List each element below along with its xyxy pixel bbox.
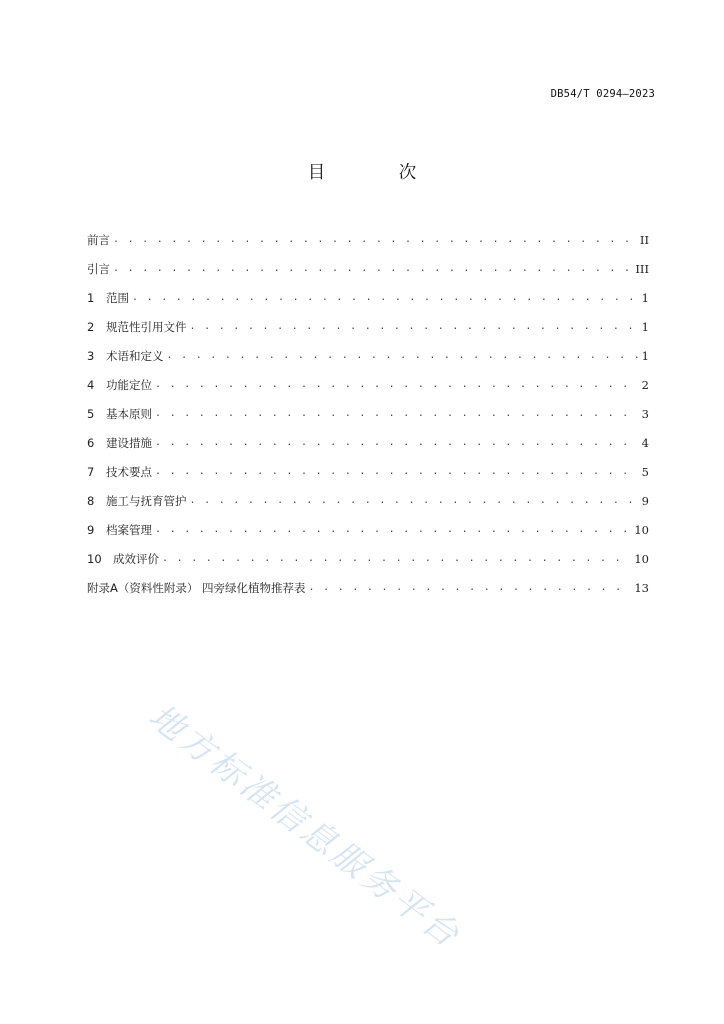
- toc-entry-page: III: [635, 262, 649, 276]
- toc-entry-foreword[interactable]: [87, 221, 649, 250]
- toc-entry-label: 10 成效评价: [87, 549, 159, 569]
- toc-entry-10[interactable]: [87, 540, 649, 569]
- toc-entry-page: 5: [641, 465, 649, 479]
- toc-entry-label: 7 技术要点: [87, 462, 152, 482]
- document-code: DB54/T 0294—2023: [550, 88, 655, 100]
- leader-dots: [155, 520, 631, 540]
- leader-dots: [155, 433, 639, 453]
- toc-entry-page: 4: [641, 436, 649, 450]
- table-of-contents: [87, 221, 649, 598]
- toc-entry-label: 2 规范性引用文件: [87, 317, 187, 337]
- toc-entry-page: 13: [634, 581, 649, 595]
- leader-dots: [155, 462, 639, 482]
- leader-dots: [132, 288, 639, 308]
- watermark: 地方标准信息服务平台: [141, 696, 469, 958]
- toc-entry-4[interactable]: [87, 366, 649, 395]
- leader-dots: [113, 230, 637, 250]
- toc-entry-page: 10: [634, 523, 649, 537]
- toc-entry-page: 10: [634, 552, 649, 566]
- toc-entry-number: 9: [87, 523, 95, 537]
- toc-entry-number: 6: [87, 436, 95, 450]
- toc-entry-page: 1: [641, 291, 649, 305]
- leader-dots: [309, 578, 632, 598]
- toc-entry-label: 3 术语和定义: [87, 346, 164, 366]
- toc-entry-9[interactable]: [87, 511, 649, 540]
- toc-entry-label: 附录A（资料性附录） 四旁绿化植物推荐表: [87, 581, 306, 595]
- leader-dots: [190, 491, 639, 511]
- toc-entry-page: 1: [641, 320, 649, 334]
- toc-entry-label: 引言: [87, 262, 110, 276]
- toc-title: 目 次: [307, 163, 451, 183]
- toc-entry-page: 3: [641, 407, 649, 421]
- toc-entry-page: 1: [641, 349, 649, 363]
- leader-dots: [167, 346, 639, 366]
- toc-entry-page: 2: [641, 378, 649, 392]
- toc-entry-number: 8: [87, 494, 95, 508]
- toc-entry-label: 1 范围: [87, 288, 129, 308]
- toc-entry-label: 5 基本原则: [87, 404, 152, 424]
- leader-dots: [155, 404, 639, 424]
- toc-entry-number: 5: [87, 407, 95, 421]
- toc-entry-appendix-a[interactable]: [87, 569, 649, 598]
- toc-entry-1[interactable]: [87, 279, 649, 308]
- toc-entry-number: 10: [87, 552, 102, 566]
- toc-entry-3[interactable]: [87, 337, 649, 366]
- toc-entry-label: 9 档案管理: [87, 520, 152, 540]
- toc-entry-2[interactable]: [87, 308, 649, 337]
- toc-entry-label: 4 功能定位: [87, 375, 152, 395]
- toc-entry-number: 2: [87, 320, 95, 334]
- toc-entry-number: 3: [87, 349, 95, 363]
- toc-entry-page: II: [639, 233, 649, 247]
- toc-entry-6[interactable]: [87, 424, 649, 453]
- toc-entry-label: 前言: [87, 233, 110, 247]
- toc-entry-8[interactable]: [87, 482, 649, 511]
- leader-dots: [162, 549, 631, 569]
- toc-entry-page: 9: [641, 494, 649, 508]
- toc-entry-label: 8 施工与抚育管护: [87, 491, 187, 511]
- leader-dots: [190, 317, 639, 337]
- toc-entry-number: 1: [87, 291, 95, 305]
- leader-dots: [113, 259, 632, 279]
- leader-dots: [155, 375, 639, 395]
- toc-entry-introduction[interactable]: [87, 250, 649, 279]
- toc-entry-7[interactable]: [87, 453, 649, 482]
- toc-entry-number: 7: [87, 465, 95, 479]
- toc-entry-number: 4: [87, 378, 95, 392]
- toc-entry-label: 6 建设措施: [87, 433, 152, 453]
- toc-entry-5[interactable]: [87, 395, 649, 424]
